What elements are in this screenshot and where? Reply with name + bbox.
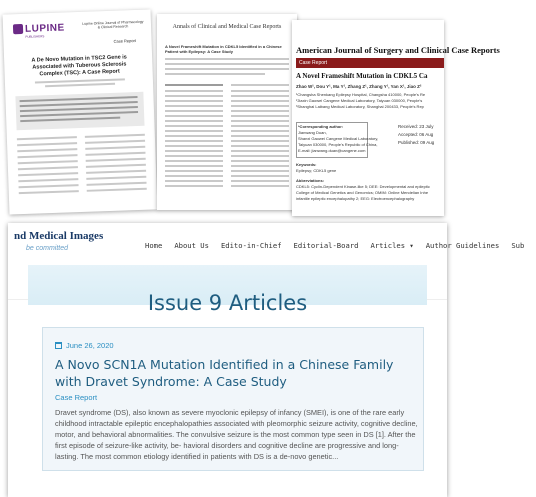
ajsccr-corr-lab: Shanxi Gaowei Cangene Medical Laboratory, bbox=[298, 136, 379, 141]
ajsccr-title: A Novel Frameshift Mutation in CDKL5 Ca bbox=[296, 72, 428, 80]
article-date: June 26, 2020 bbox=[66, 341, 114, 350]
ajsccr-received: Received: 23 July bbox=[398, 124, 434, 129]
ajsccr-published: Published: 09 Aug bbox=[398, 140, 435, 145]
main-nav bbox=[145, 241, 536, 250]
ajsccr-corr-city: Taiyuan 030000, People's Republic of China, bbox=[298, 142, 378, 147]
article-date-row bbox=[55, 341, 114, 350]
ajsccr-affil-2: ²Jiaxin Gaowei Cangene Medical Laboratory, Taiyuan 030000, People's bbox=[296, 98, 423, 103]
article-title[interactable]: A Novo SCN1A Mutation Identified in a Chinese Family with Dravet Syndrome: A Case Study bbox=[55, 357, 394, 389]
ajsccr-corr-email: E-mail: jianwang.duan@cangene.com bbox=[298, 148, 366, 153]
issue-title: Issue 9 Articles bbox=[147, 291, 308, 315]
lupine-case-label: Case Report bbox=[113, 38, 137, 44]
ajsccr-corr-name: Jianwang Duan, bbox=[298, 130, 327, 135]
journal-website bbox=[8, 223, 525, 497]
paper-ajsccr bbox=[292, 20, 500, 216]
site-tagline: be committed bbox=[26, 245, 69, 252]
ajsccr-authors: Zhao W¹, Dou Y¹, Ma Y¹, Zhang Z¹, Zhang Y¹, Yan X¹, Jiao Z² bbox=[296, 84, 422, 89]
annals-journal: Annals of Clinical and Medical Case Reports bbox=[172, 24, 282, 30]
ajsccr-corr-label: *Corresponding author: bbox=[298, 124, 344, 129]
article-abstract: Dravet syndrome (DS), also known as severe myoclonic epilepsy of infancy (SMEI), is one of the rare early childhood intractable epileptic encephalopathies associated with pleomorphic seizure activity, cognitive decline, motor, and behavioral abnormalities. The convulsive seizure is the most common type seen in DS [1]. After the first episode of seizure-like activity, be- havioral disorders and cognitive decline are progressive and long-lasting. The most common etiology identified in patients with DS is a de-novo genetic... bbox=[55, 408, 418, 461]
ajsccr-abbr-2: College of Medical Genetics and Genomics; OMIM: Online Mendelian Inhe bbox=[296, 190, 429, 195]
nav-about[interactable]: About Us bbox=[174, 241, 209, 250]
ajsccr-journal: American Journal of Surgery and Clinical Case Reports bbox=[296, 45, 500, 55]
nav-articles[interactable]: Articles ▾ bbox=[370, 241, 414, 250]
lupine-logo: LUPINE bbox=[24, 22, 65, 35]
ajsccr-accepted: Accepted: 06 Aug bbox=[398, 132, 434, 137]
calendar-icon bbox=[55, 342, 62, 349]
ajsccr-abbr-3: infantile epileptic encephalopathy 2; EEG: Electroencephalography bbox=[296, 196, 415, 201]
nav-editorial-board[interactable]: Editorial-Board bbox=[293, 241, 359, 250]
ajsccr-affil-3: ³Shanghai Laibang Medical Laboratory, Shanghai 200433, People's Rep bbox=[296, 104, 424, 109]
ajsccr-abbr-label: Abbreviations: bbox=[296, 178, 325, 183]
lupine-journal: Lupine Online Journal of Pharmacology & Clinical Research bbox=[82, 19, 144, 30]
lupine-title: A De Novo Mutation in TSC2 Gene is Associated with Tuberous Sclerosis Complex (TSC): A Case Report bbox=[31, 54, 127, 78]
lupine-logo-icon bbox=[13, 24, 23, 34]
lupine-logo-sub: PUBLISHERS bbox=[25, 34, 45, 39]
paper-lupine bbox=[3, 9, 158, 214]
article-type: Case Report bbox=[55, 393, 98, 402]
site-brand[interactable]: nd Medical Images bbox=[14, 230, 104, 242]
nav-home[interactable]: Home bbox=[145, 241, 163, 250]
ajsccr-keywords: Epilepsy; CDKL5 gene bbox=[296, 168, 337, 173]
nav-editor-in-chief[interactable]: Edito-in-Chief bbox=[220, 241, 282, 250]
annals-title: A Novel Frameshift Mutation in CDKL5 Identified in a Chinese Patient with Epilepsy: A Case Study bbox=[165, 44, 282, 54]
issue-banner bbox=[28, 265, 427, 315]
ajsccr-affil-1: ¹Changsha Shenkang Epilepsy Hospital, Changsha 410000, People's Re bbox=[296, 92, 426, 97]
ajsccr-abbr-1: CDKL5: Cyclin-Dependent Kinase-like 5; DEE: Developmental and epileptic bbox=[296, 184, 430, 189]
article-card[interactable] bbox=[42, 327, 424, 471]
ajsccr-case-bar bbox=[296, 58, 444, 68]
nav-submit[interactable]: Sub bbox=[511, 241, 525, 250]
ajsccr-case-badge: Case Report bbox=[299, 60, 328, 66]
nav-author-guidelines[interactable]: Author Guidelines bbox=[425, 241, 500, 250]
paper-annals bbox=[157, 14, 297, 210]
ajsccr-keywords-label: Keywords: bbox=[296, 162, 317, 167]
